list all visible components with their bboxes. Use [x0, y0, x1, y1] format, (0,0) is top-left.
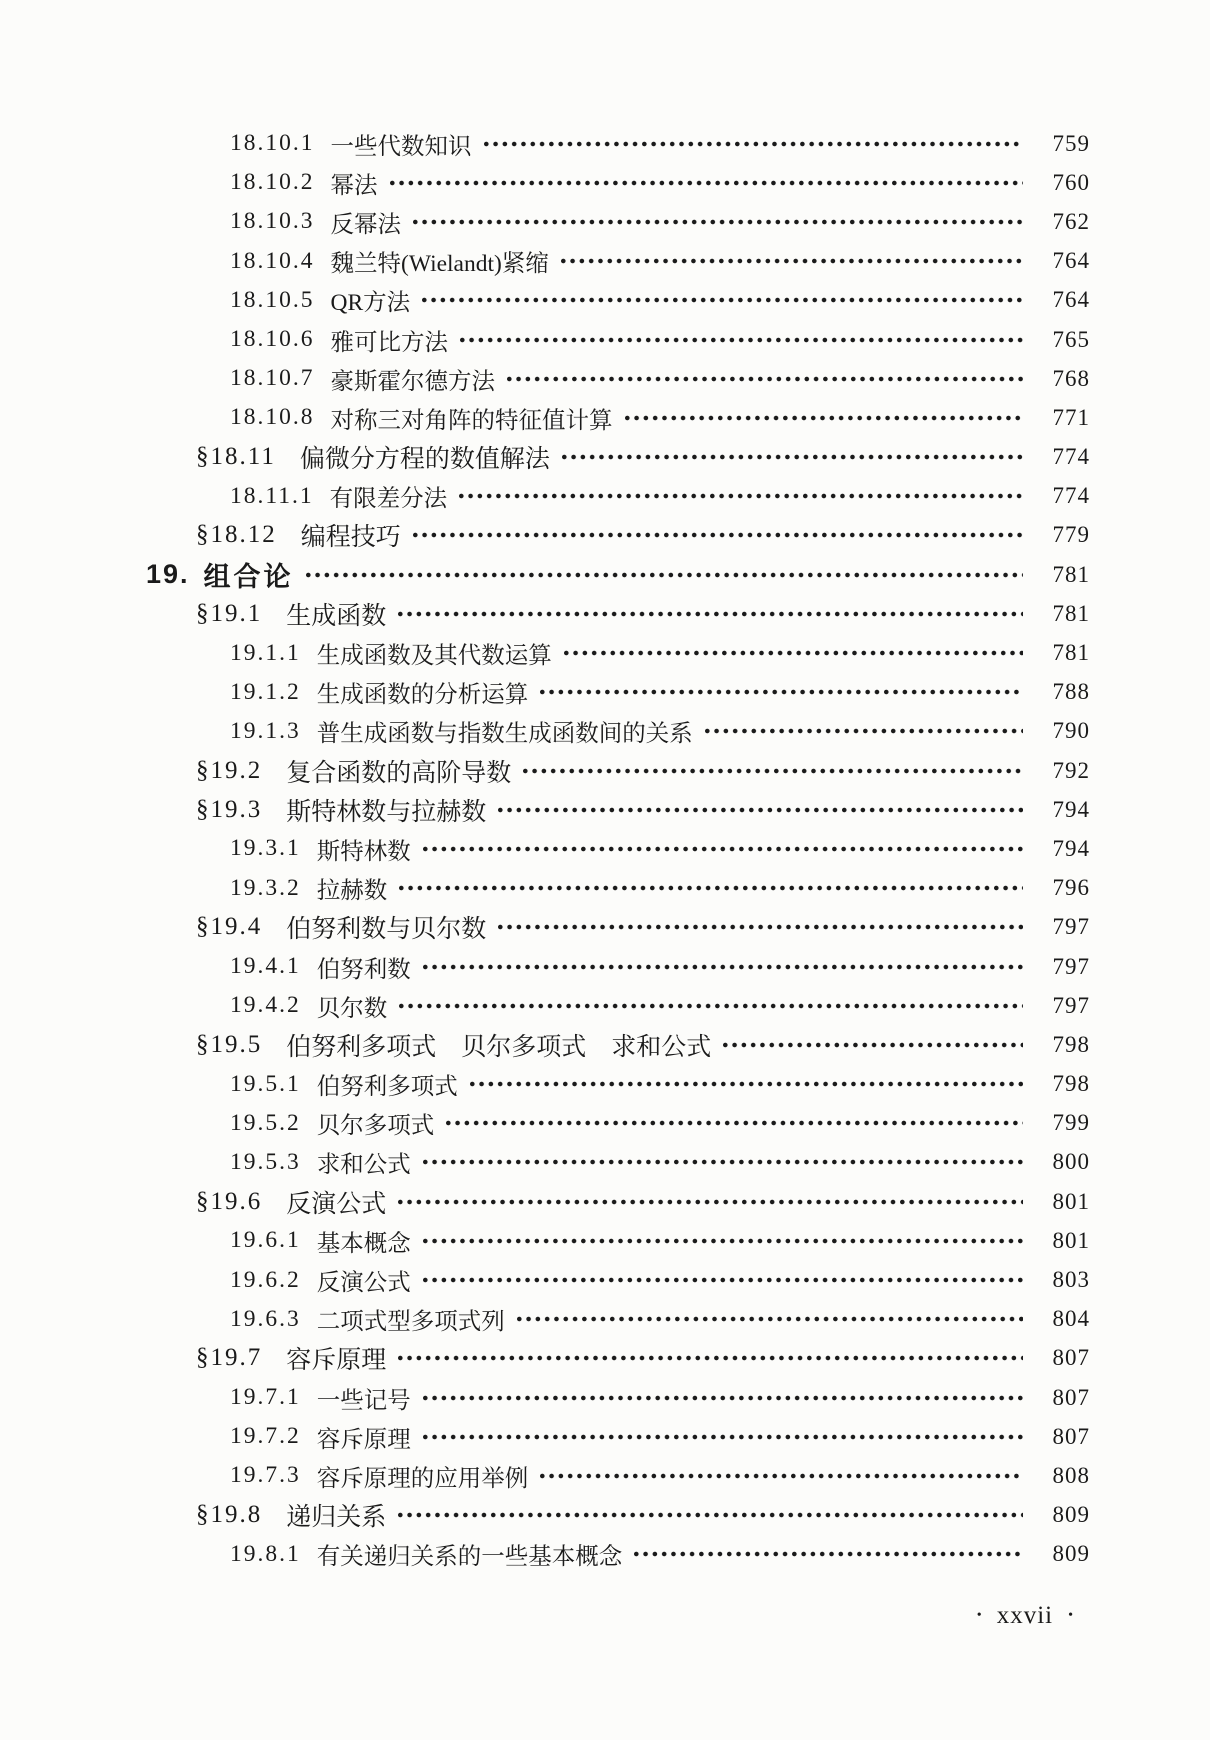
toc-entry [0, 438, 1210, 477]
entry-page: 762 [1052, 208, 1090, 234]
entry-number: 19. [146, 559, 190, 590]
dot-leader [470, 1080, 1023, 1088]
entry-title: 有限差分法 [329, 486, 448, 513]
toc-entry [0, 1221, 1210, 1260]
entry-page: 792 [1052, 757, 1090, 783]
dot-leader [398, 1511, 1023, 1519]
toc-entry [0, 516, 1210, 555]
entry-page: 794 [1052, 796, 1090, 822]
entry-page: 800 [1052, 1149, 1090, 1175]
toc-entry [0, 1065, 1210, 1104]
entry-title: 对称三对角阵的特征值计算 [330, 407, 613, 434]
toc-entry [0, 1104, 1210, 1143]
entry-title: 反幂法 [330, 211, 401, 238]
entry-title: 容斥原理 [286, 1347, 387, 1375]
entry-page: 807 [1052, 1384, 1090, 1410]
entry-title: 生成函数的分析运算 [316, 682, 529, 709]
dot-leader [634, 1550, 1023, 1558]
entry-page: 801 [1052, 1188, 1090, 1214]
toc-entry [0, 477, 1210, 516]
dot-leader [413, 531, 1023, 539]
entry-title: 贝尔多项式 [316, 1113, 435, 1140]
toc-entry [0, 1417, 1210, 1456]
entry-title: 反演公式 [316, 1270, 411, 1297]
dot-leader [423, 1394, 1023, 1402]
entry-title: 复合函数的高阶导数 [286, 759, 512, 787]
entry-number: 19.1.2 [230, 678, 301, 705]
dot-leader [413, 218, 1023, 226]
toc-entry [0, 281, 1210, 320]
entry-page: 765 [1052, 326, 1090, 352]
entry-page: 764 [1052, 248, 1090, 274]
entry-page: 798 [1052, 1031, 1090, 1057]
entry-number: 19.7.2 [230, 1423, 301, 1450]
toc-entry [0, 751, 1210, 790]
entry-number: §19.4 [196, 913, 263, 941]
entry-page: 790 [1052, 718, 1090, 744]
entry-number: 19.3.1 [230, 835, 301, 862]
dot-leader [564, 649, 1023, 657]
entry-page: 798 [1052, 1071, 1090, 1097]
entry-title: 魏兰特(Wielandt)紧缩 [330, 251, 549, 278]
entry-number: 18.10.1 [230, 130, 315, 157]
toc-entry [0, 947, 1210, 986]
toc-entry [0, 163, 1210, 202]
entry-number: 19.7.3 [230, 1462, 301, 1489]
entry-page: 797 [1052, 914, 1090, 940]
entry-title: 雅可比方法 [330, 329, 448, 356]
entry-title: 一些记号 [316, 1387, 411, 1414]
entry-page: 803 [1052, 1267, 1090, 1293]
entry-page: 801 [1052, 1227, 1090, 1253]
entry-title: 有关递归关系的一些基本概念 [316, 1544, 623, 1571]
entry-title: 一些代数知识 [330, 133, 472, 160]
entry-title: 伯努利多项式 [316, 1074, 458, 1101]
dot-leader [498, 806, 1023, 814]
dot-leader [423, 845, 1023, 853]
entry-number: 18.10.6 [230, 326, 315, 353]
entry-page: 809 [1052, 1541, 1090, 1567]
entry-page: 794 [1052, 835, 1090, 861]
toc-entry [0, 242, 1210, 281]
entry-page: 759 [1052, 130, 1090, 156]
dot-leader [390, 179, 1024, 187]
dot-leader [423, 1237, 1023, 1245]
dot-leader [540, 688, 1023, 696]
entry-number: 18.10.5 [230, 286, 315, 313]
toc-entry [0, 124, 1210, 163]
entry-title: 编程技巧 [300, 524, 401, 552]
dot-leader [399, 884, 1023, 892]
entry-title: 幂法 [330, 172, 378, 199]
entry-number: §19.8 [196, 1501, 263, 1529]
toc-entry [0, 986, 1210, 1025]
entry-title: 伯努利多项式 贝尔多项式 求和公式 [286, 1033, 712, 1061]
dot-leader [540, 1472, 1023, 1480]
dot-leader [460, 336, 1023, 344]
entry-title: 偏微分方程的数值解法 [299, 446, 550, 474]
entry-page: 760 [1052, 169, 1090, 195]
entry-number: 18.10.7 [230, 365, 315, 392]
toc-entry [0, 320, 1210, 359]
toc-entry [0, 790, 1210, 829]
dot-leader [423, 1276, 1023, 1284]
dot-leader [306, 571, 1023, 579]
entry-page: 804 [1052, 1306, 1090, 1332]
toc-entry [0, 594, 1210, 633]
entry-number: §19.1 [196, 599, 263, 627]
entry-number: 18.10.8 [230, 404, 315, 431]
entry-title: 基本概念 [316, 1230, 411, 1257]
entry-page: 797 [1052, 992, 1090, 1018]
entry-title: 拉赫数 [316, 878, 388, 905]
entry-title: 递归关系 [286, 1504, 387, 1532]
entry-page: 774 [1052, 483, 1090, 509]
entry-number: 18.11.1 [230, 482, 314, 509]
entry-title: 求和公式 [316, 1152, 411, 1179]
entry-page: 807 [1052, 1423, 1090, 1449]
entry-number: §18.11 [196, 443, 276, 471]
entry-title: 二项式型多项式列 [316, 1309, 505, 1336]
toc-entry [0, 1182, 1210, 1221]
entry-title: 贝尔数 [316, 995, 388, 1022]
toc-entry [0, 869, 1210, 908]
entry-page: 764 [1052, 287, 1090, 313]
entry-title: 伯努利数 [316, 956, 411, 983]
dot-leader [562, 453, 1023, 461]
toc-entry [0, 1025, 1210, 1064]
entry-number: 19.5.2 [230, 1109, 301, 1136]
toc-entry [0, 712, 1210, 751]
entry-title: 伯努利数与贝尔数 [286, 916, 487, 944]
dot-leader [561, 257, 1023, 265]
dot-leader [398, 1354, 1023, 1362]
entry-page: 781 [1052, 561, 1090, 587]
entry-number: 19.3.2 [230, 874, 301, 901]
entry-number: §19.6 [196, 1187, 263, 1215]
entry-number: 19.8.1 [230, 1540, 301, 1567]
toc-entry [0, 1456, 1210, 1495]
entry-page: 774 [1052, 444, 1090, 470]
dot-leader [507, 375, 1023, 383]
toc-entry [0, 1260, 1210, 1299]
entry-title: 容斥原理 [316, 1426, 411, 1453]
toc-entry [0, 1378, 1210, 1417]
dot-leader [459, 492, 1023, 500]
entry-number: 19.5.3 [230, 1148, 301, 1175]
entry-title: 容斥原理的应用举例 [316, 1465, 529, 1492]
entry-page: 788 [1052, 679, 1090, 705]
dot-leader [423, 963, 1023, 971]
entry-number: 18.10.4 [230, 247, 315, 274]
entry-number: §18.12 [196, 521, 277, 549]
entry-title: 反演公式 [286, 1190, 387, 1218]
entry-page: 796 [1052, 875, 1090, 901]
toc-entry [0, 1300, 1210, 1339]
entry-number: 19.1.1 [230, 639, 301, 666]
footer-page-number: xxvii [996, 1602, 1054, 1629]
entry-page: 771 [1052, 404, 1090, 430]
entry-title: 斯特林数 [316, 838, 411, 865]
entry-page: 799 [1052, 1110, 1090, 1136]
dot-leader [705, 727, 1023, 735]
entry-page: 809 [1052, 1502, 1090, 1528]
footer-left-dot: • [976, 1608, 982, 1623]
entry-title: 生成函数及其代数运算 [316, 643, 552, 670]
dot-leader [484, 140, 1024, 148]
dot-leader [398, 1198, 1023, 1206]
entry-page: 797 [1052, 953, 1090, 979]
entry-title: 斯特林数与拉赫数 [286, 798, 487, 826]
entry-number: 18.10.2 [230, 169, 315, 196]
entry-title: 普生成函数与指数生成函数间的关系 [316, 721, 693, 748]
toc-entry [0, 1143, 1210, 1182]
entry-page: 781 [1052, 600, 1090, 626]
entry-number: 19.4.2 [230, 992, 301, 1019]
dot-leader [423, 1158, 1023, 1166]
entry-title: 豪斯霍尔德方法 [330, 368, 495, 395]
entry-number: 19.6.2 [230, 1266, 301, 1293]
dot-leader [399, 1002, 1023, 1010]
toc-entry [0, 633, 1210, 672]
toc-entry [0, 555, 1210, 594]
dot-leader [423, 1433, 1023, 1441]
toc-entry [0, 202, 1210, 241]
toc-entry [0, 908, 1210, 947]
entry-title: QR方法 [330, 290, 411, 317]
dot-leader [723, 1041, 1023, 1049]
entry-page: 768 [1052, 365, 1090, 391]
entry-number: 19.6.3 [230, 1305, 301, 1332]
toc-entry [0, 359, 1210, 398]
dot-leader [498, 923, 1023, 931]
toc-entry [0, 1496, 1210, 1535]
page-footer [962, 1602, 1088, 1630]
entry-number: 19.4.1 [230, 953, 301, 980]
entry-page: 808 [1052, 1462, 1090, 1488]
entry-title: 生成函数 [286, 602, 387, 630]
toc-list [0, 124, 1210, 1574]
toc-entry [0, 398, 1210, 437]
entry-number: §19.2 [196, 756, 263, 784]
entry-title: 组合论 [203, 562, 294, 593]
toc-entry [0, 1535, 1210, 1574]
dot-leader [625, 414, 1024, 422]
entry-number: 19.7.1 [230, 1384, 301, 1411]
entry-number: 18.10.3 [230, 208, 315, 235]
footer-right-dot: • [1068, 1608, 1073, 1623]
entry-number: §19.3 [196, 795, 263, 823]
toc-entry [0, 673, 1210, 712]
dot-leader [446, 1119, 1023, 1127]
entry-number: §19.7 [196, 1344, 263, 1372]
entry-number: 19.1.3 [230, 717, 301, 744]
entry-number: 19.6.1 [230, 1227, 301, 1254]
entry-number: §19.5 [196, 1030, 263, 1058]
entry-page: 807 [1052, 1345, 1090, 1371]
toc-entry [0, 1339, 1210, 1378]
entry-page: 781 [1052, 640, 1090, 666]
dot-leader [398, 610, 1023, 618]
entry-page: 779 [1052, 522, 1090, 548]
dot-leader [422, 296, 1023, 304]
dot-leader [523, 767, 1023, 775]
toc-entry [0, 829, 1210, 868]
dot-leader [517, 1315, 1023, 1323]
entry-number: 19.5.1 [230, 1070, 301, 1097]
